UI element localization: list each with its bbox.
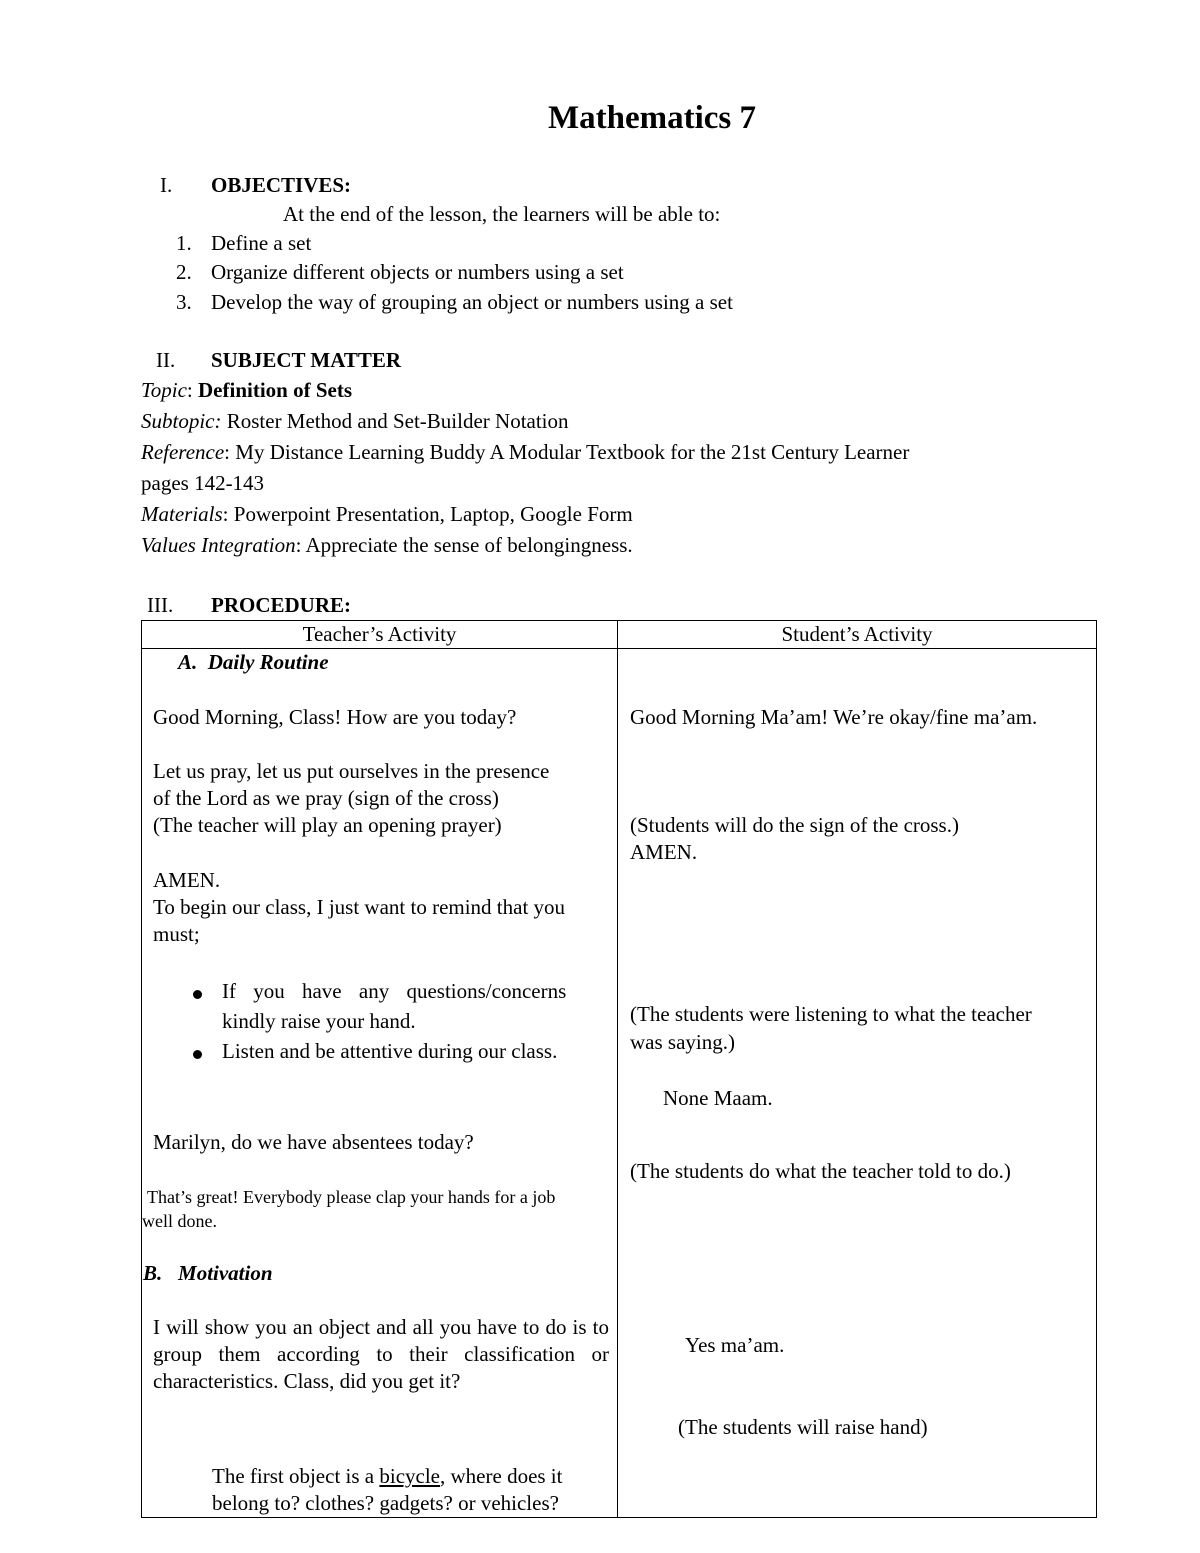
student-sign-line: (Students will do the sign of the cross.) bbox=[630, 813, 959, 837]
objective-item: Define a set bbox=[211, 231, 312, 255]
section-b-label: B. bbox=[143, 1261, 163, 1285]
section-a-label: A. bbox=[178, 650, 198, 674]
teacher-column-header: Teacher’s Activity bbox=[302, 622, 457, 646]
teacher-clap-line: well done. bbox=[142, 1211, 217, 1231]
reference-label: Reference bbox=[141, 440, 225, 464]
student-none: None Maam. bbox=[663, 1086, 773, 1110]
section-b-title: Motivation bbox=[178, 1261, 273, 1285]
subtopic-value: Roster Method and Set-Builder Notation bbox=[226, 409, 569, 433]
bullet-icon bbox=[193, 979, 202, 1006]
materials-label: Materials bbox=[141, 502, 223, 526]
bicycle-word: bicycle bbox=[379, 1464, 441, 1488]
procedure-heading: PROCEDURE: bbox=[211, 593, 351, 617]
subject-matter-heading: SUBJECT MATTER bbox=[211, 348, 402, 372]
objective-item: Organize different objects or numbers using a set bbox=[211, 260, 624, 284]
student-greeting: Good Morning Ma’am! We’re okay/fine ma’am. bbox=[630, 705, 1038, 729]
objectives-number: I. bbox=[160, 173, 173, 197]
teacher-bullet-text: kindly raise your hand. bbox=[222, 1009, 416, 1033]
teacher-motivation-text: I will show you an object and all you have to do is to group them according to their classification or characteristics. Class, did you get it? bbox=[153, 1315, 609, 1393]
teacher-remind-line: must; bbox=[153, 922, 200, 946]
section-a-title: Daily Routine bbox=[207, 650, 329, 674]
teacher-greeting: Good Morning, Class! How are you today? bbox=[153, 705, 517, 729]
teacher-amen: AMEN. bbox=[153, 868, 221, 892]
topic-value: Definition of Sets bbox=[198, 378, 353, 402]
objective-number: 2. bbox=[176, 260, 192, 284]
materials-value: Powerpoint Presentation, Laptop, Google Form bbox=[233, 502, 633, 526]
bullet-icon bbox=[193, 1039, 202, 1066]
student-listening-line: was saying.) bbox=[630, 1030, 735, 1054]
procedure-number: III. bbox=[147, 593, 174, 617]
reference-pages: pages 142-143 bbox=[141, 471, 265, 495]
values-label: Values Integration bbox=[141, 533, 296, 557]
student-column-header: Student’s Activity bbox=[781, 622, 933, 646]
section-a-heading bbox=[178, 649, 329, 676]
objective-number: 3. bbox=[176, 290, 192, 314]
teacher-remind-line: To begin our class, I just want to remind that you bbox=[153, 895, 566, 919]
reference-line: Reference: My Distance Learning Buddy A Modular Textbook for the 21st Century Learner bbox=[141, 440, 910, 464]
teacher-clap-line: That’s great! Everybody please clap your hands for a job bbox=[147, 1187, 556, 1207]
teacher-bicycle-line: belong to? clothes? gadgets? or vehicles? bbox=[212, 1491, 559, 1515]
student-do-what: (The students do what the teacher told to do.) bbox=[630, 1159, 1011, 1183]
student-yes: Yes ma’am. bbox=[685, 1333, 785, 1357]
objective-item: Develop the way of grouping an object or numbers using a set bbox=[211, 290, 733, 314]
subject-matter-number: II. bbox=[156, 348, 176, 372]
procedure-table bbox=[141, 620, 1097, 1518]
bicycle-text-start: The first object is a bbox=[212, 1464, 380, 1488]
objectives-intro: At the end of the lesson, the learners will be able to: bbox=[283, 202, 721, 226]
reference-value: My Distance Learning Buddy A Modular Textbook for the 21st Century Learner bbox=[235, 440, 910, 464]
teacher-pray-line: (The teacher will play an opening prayer) bbox=[153, 813, 502, 837]
student-sign-line: AMEN. bbox=[630, 840, 698, 864]
subtopic-label: Subtopic: bbox=[141, 409, 222, 433]
objectives-heading: OBJECTIVES: bbox=[211, 173, 352, 197]
table-column-divider bbox=[617, 621, 618, 1517]
objective-number: 1. bbox=[176, 231, 192, 255]
section-b-heading bbox=[143, 1260, 273, 1287]
teacher-pray-line: Let us pray, let us put ourselves in the presence bbox=[153, 759, 550, 783]
topic-line: Topic: Definition of Sets bbox=[141, 378, 353, 402]
subtopic-line bbox=[141, 409, 569, 434]
bicycle-text-end: , where does it bbox=[440, 1464, 563, 1488]
page-title: Mathematics 7 bbox=[547, 100, 757, 136]
values-value: Appreciate the sense of belongingness. bbox=[305, 533, 633, 557]
student-listening-line: (The students were listening to what the teacher bbox=[630, 1002, 1032, 1026]
values-line: Values Integration: Appreciate the sense of belongingness. bbox=[141, 533, 633, 557]
teacher-pray-line: of the Lord as we pray (sign of the cross) bbox=[153, 786, 499, 810]
materials-line: Materials: Powerpoint Presentation, Laptop, Google Form bbox=[141, 502, 633, 526]
teacher-absentees: Marilyn, do we have absentees today? bbox=[153, 1130, 474, 1154]
teacher-bullet-text: Listen and be attentive during our class. bbox=[222, 1039, 558, 1063]
teacher-bullet-text: If you have any questions/concerns bbox=[222, 979, 567, 1003]
teacher-bicycle-line bbox=[212, 1463, 562, 1490]
student-raise: (The students will raise hand) bbox=[678, 1415, 928, 1439]
topic-label: Topic bbox=[141, 378, 187, 402]
